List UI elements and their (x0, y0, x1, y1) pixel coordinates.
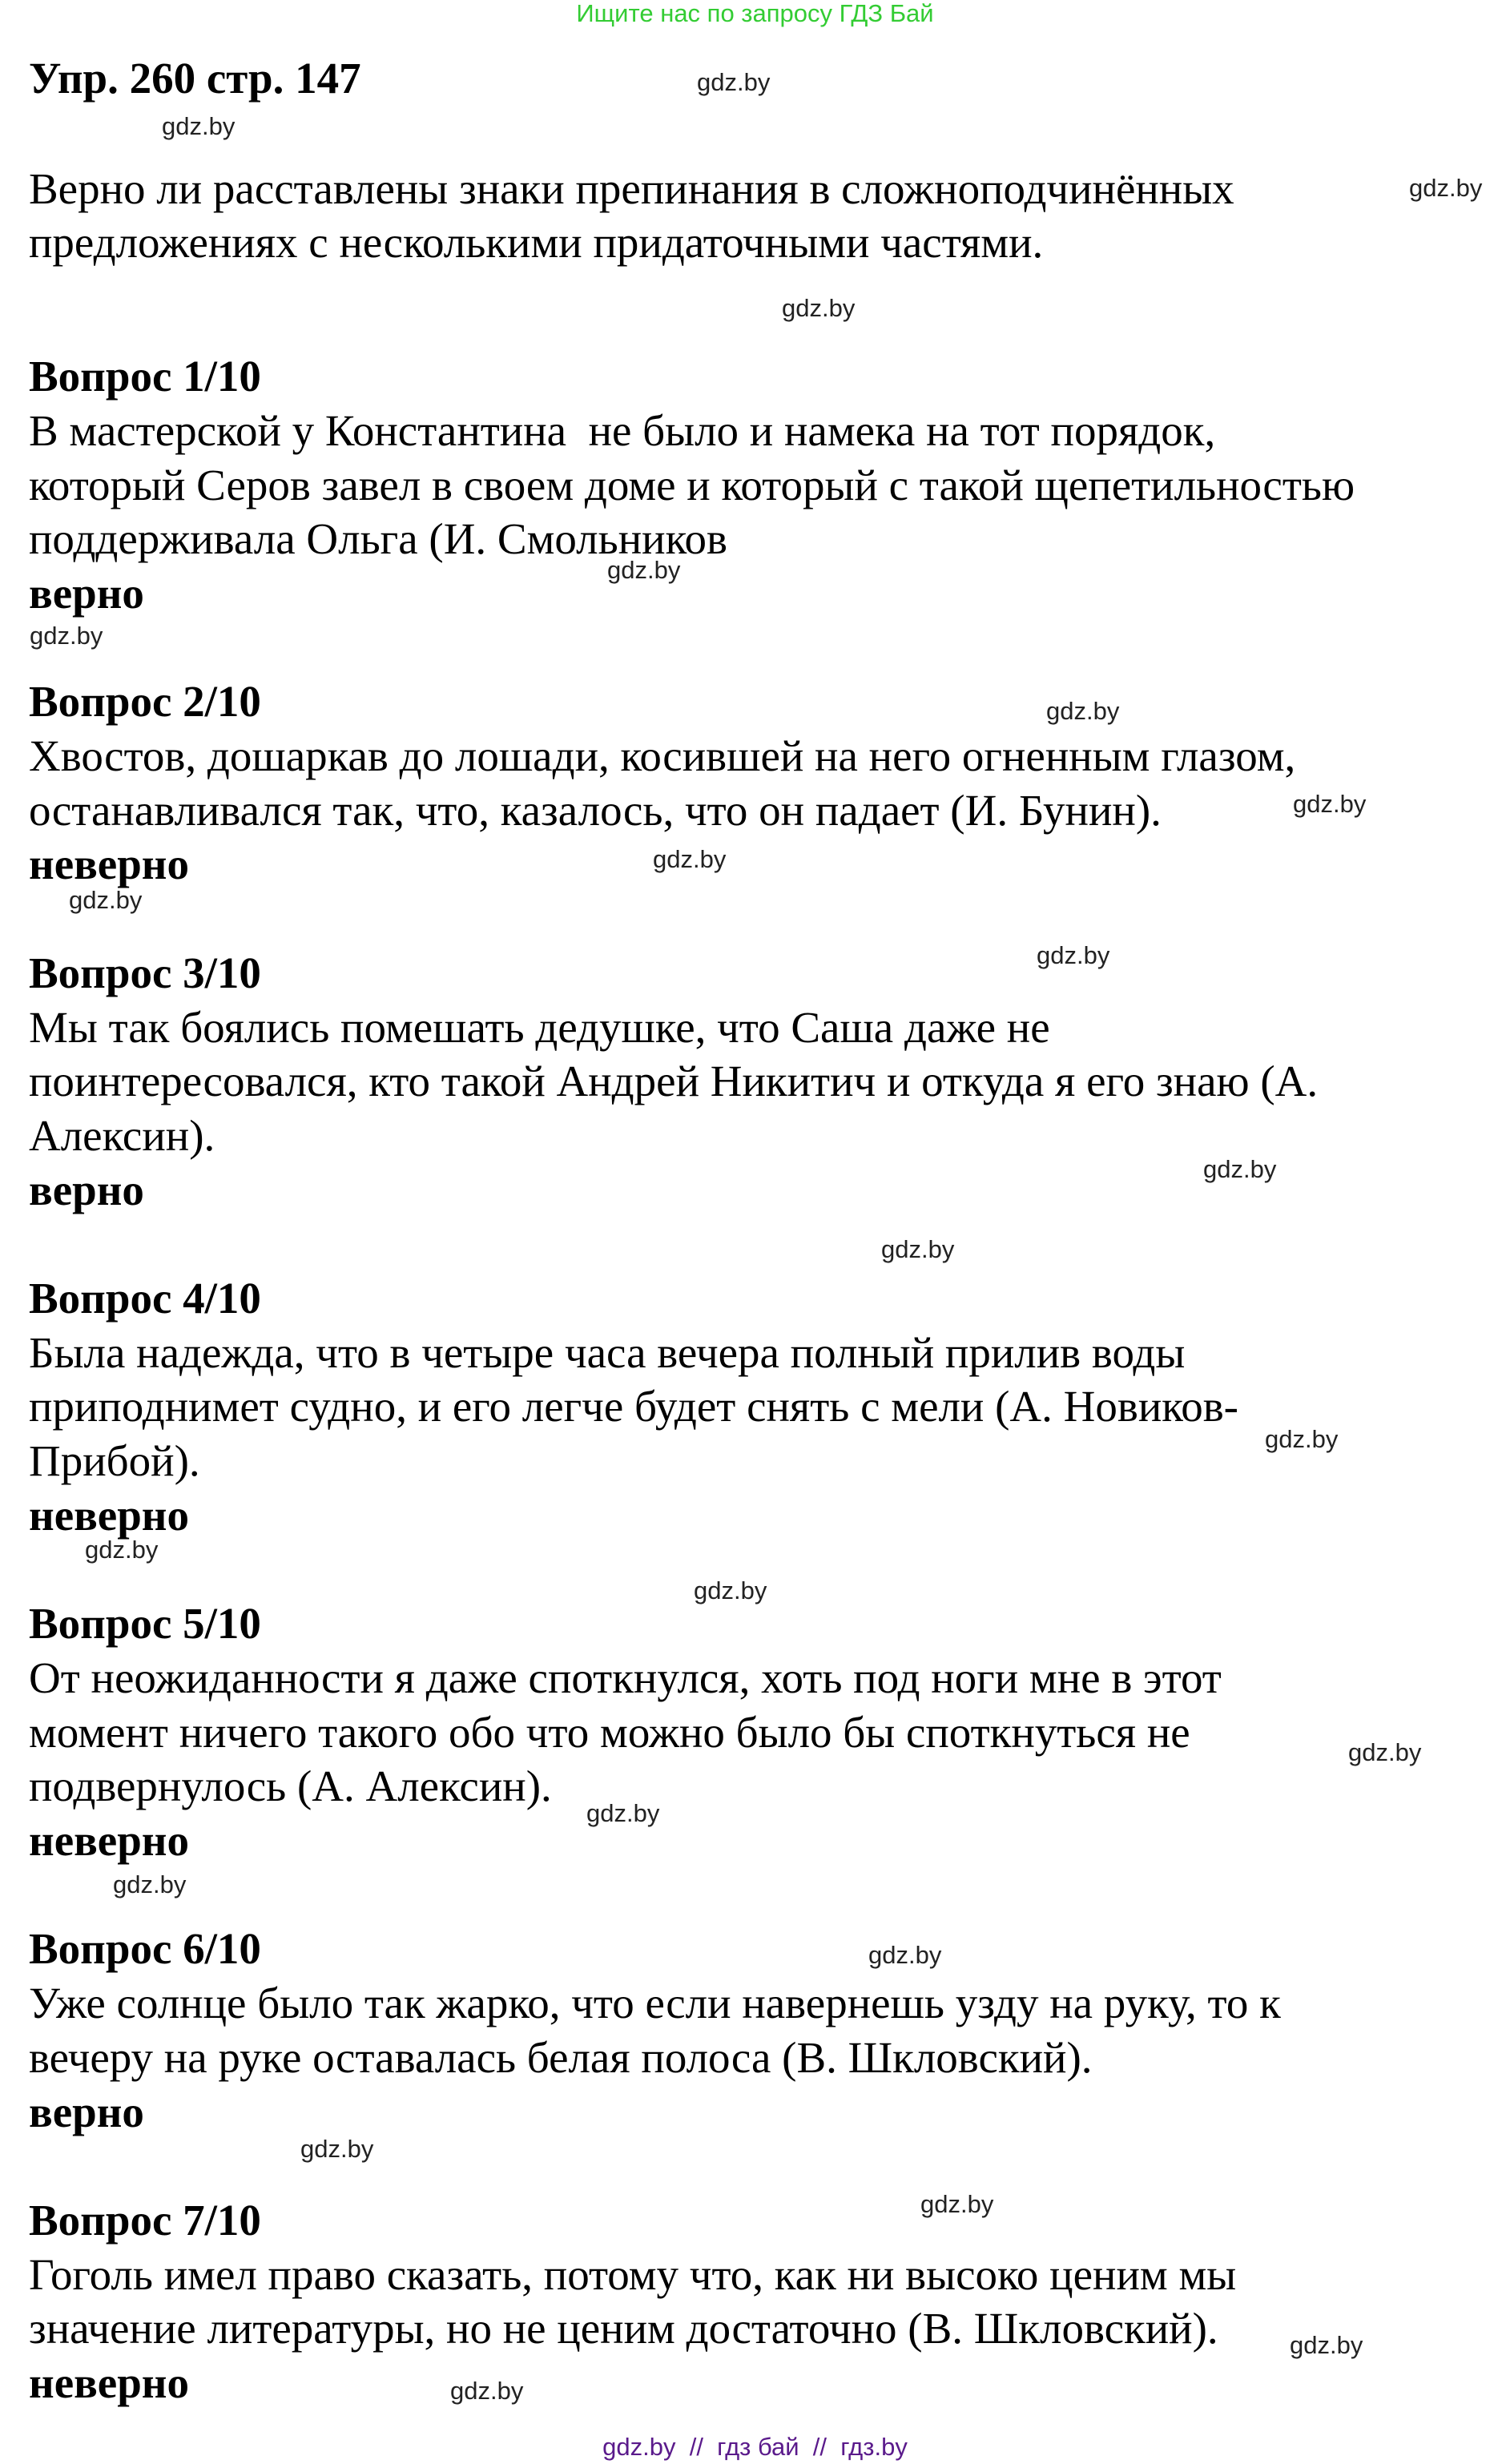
question-text-line: В мастерской у Константина не было и намека на тот порядок, (29, 405, 1216, 455)
watermark-text: gdz.by (920, 2190, 994, 2218)
watermark-text: gdz.by (1293, 790, 1367, 818)
question-heading: Вопрос 5/10 (29, 1599, 261, 1649)
question-answer: верно (29, 1165, 144, 1214)
exercise-content (29, 51, 1487, 2464)
watermark-text: gdz.by (300, 2135, 374, 2163)
question-block (29, 1271, 1487, 1543)
watermark-text: gdz.by (450, 2377, 524, 2405)
intro-line: Верно ли расставлены знаки препинания в сложноподчинённых (29, 163, 1234, 213)
question-text-line: поддерживала Ольга (И. Смольников (29, 514, 727, 564)
question-block (29, 674, 1487, 892)
question-text-line: Была надежда, что в четыре часа вечера полный прилив воды (29, 1327, 1186, 1377)
question-heading: Вопрос 3/10 (29, 948, 261, 997)
watermark-text: gdz.by (1037, 941, 1110, 969)
watermark-text: gdz.by (30, 622, 103, 650)
question-answer: неверно (29, 1490, 189, 1540)
footer-links: gdz.by // гдз бай // гдз.by (602, 2433, 908, 2461)
question-text-line: останавливался так, что, казалось, что он падает (И. Бунин). (29, 785, 1162, 835)
watermark-text: gdz.by (697, 68, 771, 96)
question-text-line: вечеру на руке оставалась белая полоса (В. Шкловский). (29, 2032, 1093, 2082)
watermark-text: gdz.by (162, 112, 236, 140)
exercise-intro (29, 162, 1487, 270)
watermark-text: gdz.by (1265, 1425, 1339, 1453)
question-block (29, 1596, 1487, 1868)
question-text-line: Алексин). (29, 1110, 215, 1160)
question-text-line: Мы так боялись помешать дедушке, что Саша даже не (29, 1002, 1050, 1052)
watermark-text: gdz.by (586, 1799, 660, 1827)
question-text-line: От неожиданности я даже споткнулся, хоть под ноги мне в этот (29, 1653, 1222, 1702)
watermark-text: gdz.by (69, 886, 143, 914)
watermark-text: gdz.by (1203, 1155, 1277, 1183)
questions-list (29, 349, 1487, 2410)
question-text-line: который Серов завел в своем доме и который с такой щепетильностью (29, 460, 1355, 509)
question-heading: Вопрос 4/10 (29, 1274, 261, 1323)
question-heading: Вопрос 1/10 (29, 352, 261, 401)
watermark-text: gdz.by (1046, 697, 1120, 725)
watermark-text: gdz.by (607, 556, 681, 584)
watermark-text: gdz.by (653, 845, 727, 873)
question-heading: Вопрос 7/10 (29, 2195, 261, 2245)
watermark-text: gdz.by (1409, 174, 1483, 202)
question-text-line: значение литературы, но не ценим достаточно (В. Шкловский). (29, 2304, 1218, 2353)
question-block (29, 349, 1487, 621)
question-text-line: Хвостов, дошаркав до лошади, косившей на него огненным глазом, (29, 731, 1296, 781)
watermark-text: gdz.by (1348, 1738, 1422, 1766)
watermark-text: gdz.by (85, 1536, 159, 1564)
question-answer: неверно (29, 2358, 189, 2408)
watermark-text: gdz.by (694, 1576, 767, 1604)
question-answer: неверно (29, 839, 189, 889)
watermark-text: gdz.by (881, 1235, 955, 1263)
question-text-line: Прибой). (29, 1436, 200, 1486)
watermark-text: gdz.by (1290, 2331, 1363, 2359)
watermark-text: gdz.by (113, 1870, 187, 1898)
question-heading: Вопрос 6/10 (29, 1924, 261, 1974)
watermark-text: gdz.by (868, 1941, 942, 1969)
question-answer: неверно (29, 1816, 189, 1866)
question-block (29, 1922, 1487, 2139)
question-text-line: поинтересовался, кто такой Андрей Никитич и откуда я его знаю (А. (29, 1057, 1319, 1106)
intro-line: предложениях с несколькими придаточными частями. (29, 218, 1044, 268)
question-text-line: Уже солнце было так жарко, что если навернешь узду на руку, то к (29, 1979, 1281, 2028)
page-title: Упр. 260 стр. 147 (29, 54, 361, 103)
question-text-line: приподнимет судно, и его легче будет снять с мели (А. Новиков- (29, 1382, 1238, 1431)
question-answer: верно (29, 568, 144, 618)
question-text-line: момент ничего такого обо что можно было бы споткнуться не (29, 1707, 1190, 1757)
question-answer: верно (29, 2087, 144, 2136)
watermark-text: gdz.by (782, 294, 856, 322)
question-heading: Вопрос 2/10 (29, 677, 261, 727)
question-block (29, 2190, 1487, 2410)
question-text-line: Гоголь имел право сказать, потому что, как ни высоко ценим мы (29, 2249, 1237, 2299)
top-banner: Ищите нас по запросу ГДЗ Бай (576, 0, 934, 27)
question-text-line: подвернулось (А. Алексин). (29, 1761, 552, 1811)
